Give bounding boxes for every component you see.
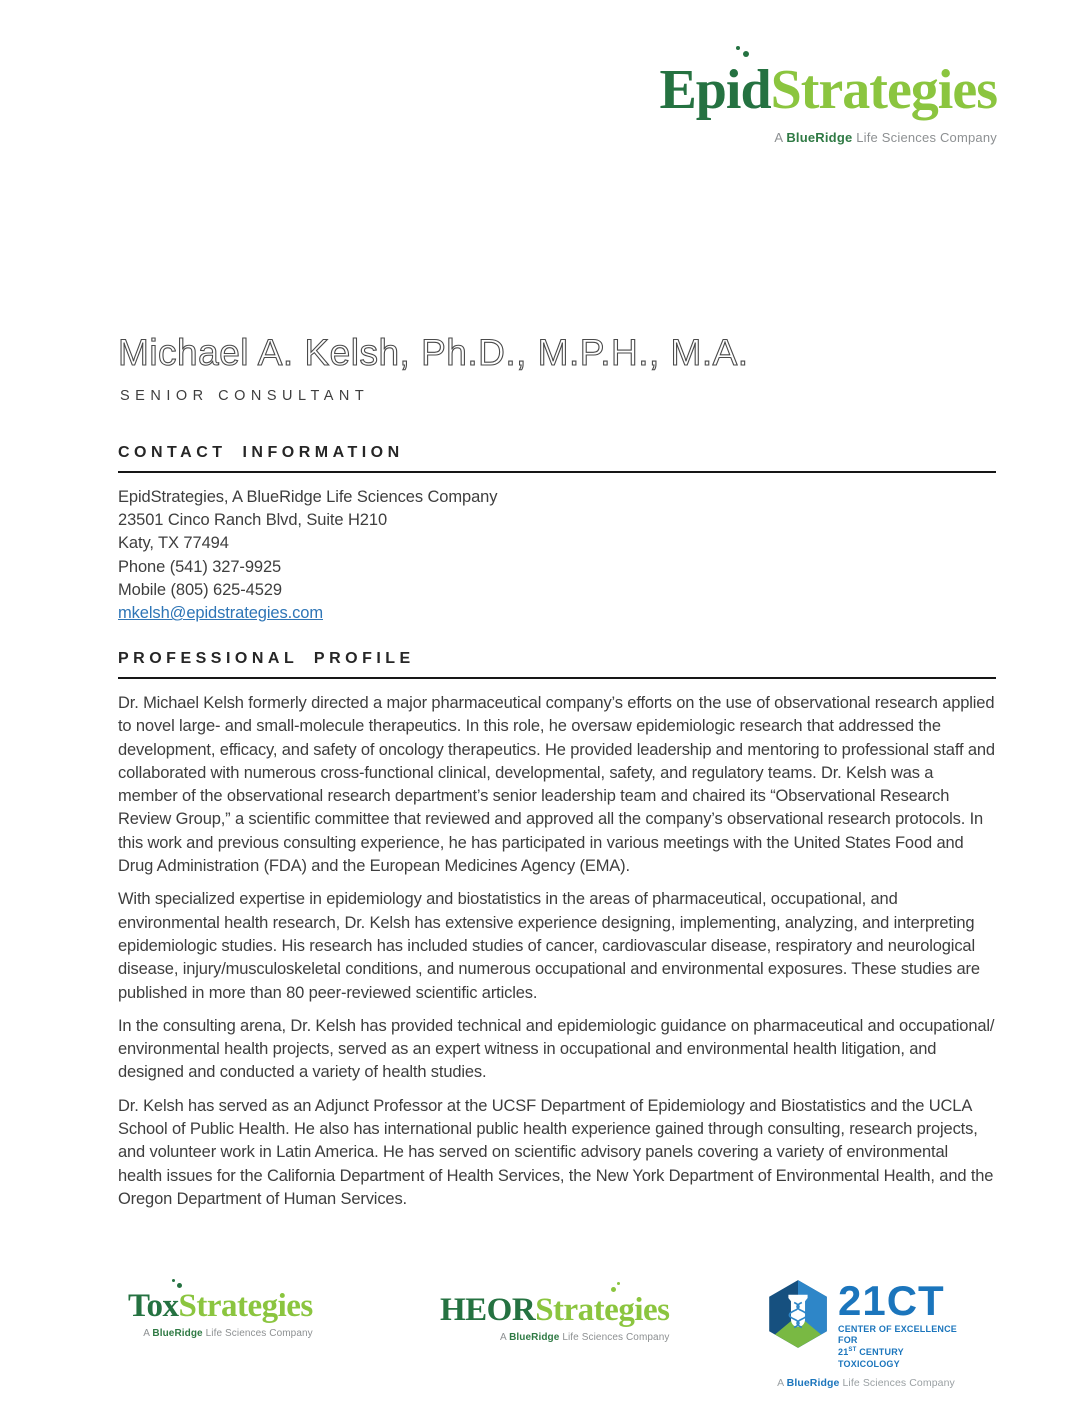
tagline-brand: BlueRidge [786, 1376, 840, 1389]
ct21-subtitle-rest: CENTURY TOXICOLOGY [838, 1347, 904, 1369]
contact-information-section [118, 444, 996, 625]
tagline-suffix: Life Sciences Company [839, 1376, 955, 1389]
email-link[interactable]: mkelsh@epidstrategies.com [118, 604, 323, 623]
contact-line-street: 23501 Cinco Ranch Blvd, Suite H210 [118, 511, 388, 530]
toxstrategies-logo [128, 1290, 313, 1339]
ct21-wordmark: 21CT [838, 1277, 945, 1324]
profile-paragraph: In the consulting arena, Dr. Kelsh has provided technical and epidemiologic guidance on pharmaceutical and occupational/ environmental health projects, served as an expert witness in occupational and environmental health litigation, and designed and conducted a variety of health studies. [118, 1016, 995, 1082]
toxstrategies-wordmark [128, 1290, 313, 1323]
ct21-subtitle-num: 21 [838, 1347, 849, 1358]
tagline-brand: BlueRidge [786, 130, 853, 145]
tagline-brand: BlueRidge [509, 1332, 560, 1343]
bubble-dots-icon [170, 1279, 186, 1291]
tagline-prefix: A [777, 1376, 787, 1389]
contact-line-mobile: Mobile (805) 625-4529 [118, 580, 282, 599]
tagline-prefix: A [774, 130, 787, 145]
brand-tagline [128, 1328, 313, 1339]
contact-line-city: Katy, TX 77494 [118, 534, 229, 553]
tagline-prefix: A [143, 1328, 153, 1339]
heorstrategies-logo [440, 1294, 669, 1343]
wordmark-secondary: Strategies [178, 1288, 313, 1324]
tagline-prefix: A [499, 1332, 510, 1343]
tagline-suffix: Life Sciences Company [852, 130, 997, 145]
brand-tagline [440, 1332, 669, 1343]
ct21-subtitle-sup: ST [848, 1347, 857, 1354]
wordmark-primary: Epid [659, 59, 771, 121]
ct21-subtitle-line1: CENTER OF EXCELLENCE FOR [838, 1323, 958, 1346]
profile-paragraph: Dr. Michael Kelsh formerly directed a major pharmaceutical company’s efforts on the use of observational research applied to novel large- and small-molecule therapeutics. In this role, he oversaw epidemiologic research that addressed the development, efficacy, and safety of oncology therapeutics. He provided leadership and mentoring to professional staff and collaborated with numerous cross-functional clinical, developmental, safety, and regulatory teams. Dr. Kelsh was a member of the observational research department’s senior leadership team and chaired its “Observational Research Review Group,” a scientific committee that reviewed and approved all the company’s observational research protocols. In this work and previous consulting experience, he has participated in various meetings with the United States Food and Drug Administration (FDA) and the European Medicines Agency (EMA). [118, 694, 995, 876]
tagline-brand: BlueRidge [152, 1328, 203, 1339]
hexagon-flask-dna-icon [766, 1278, 830, 1355]
wordmark-primary: HEOR [440, 1292, 536, 1328]
profile-paragraph: With specialized expertise in epidemiology and biostatistics in the areas of pharmaceutical, occupational, and environmental health research, Dr. Kelsh has extensive experience designing, implementing, analyzing, and interpreting epidemiologic studies. His research has included studies of cancer, cardiovascular disease, respiratory and neurological disease, injury/musculoskeletal conditions, and numerous occupational and environmental exposures. These studies are published in more than 80 peer-reviewed scientific articles. [118, 890, 980, 1002]
partner-logos-footer [118, 1272, 996, 1392]
bubble-dots-icon [608, 1282, 624, 1294]
role-subtitle: SENIOR CONSULTANT [120, 388, 370, 404]
wordmark-secondary: Strategies [535, 1292, 670, 1328]
epidstrategies-logo [659, 59, 997, 145]
contact-line-phone: Phone (541) 327-9925 [118, 557, 282, 576]
brand-tagline [659, 130, 997, 145]
tagline-suffix: Life Sciences Company [559, 1332, 670, 1343]
profile-paragraph: Dr. Kelsh has served as an Adjunct Professor at the UCSF Department of Epidemiology and Biostatistics and the UCLA School of Public Health. He also has international public health experience gained through consulting, research projects, and volunteer work in Latin America. He has served on scientific advisory panels covering a variety of environmental health issues for the California Department of Health Services, the New York Department of Environmental Health, and the Oregon Department of Human Services. [118, 1096, 994, 1208]
page-title: Michael A. Kelsh, Ph.D., M.P.H., M.A. [118, 332, 749, 373]
profile-section-heading: PROFESSIONAL PROFILE [118, 650, 996, 679]
epidstrategies-wordmark [659, 59, 997, 121]
bubble-dots-icon [733, 46, 753, 62]
ct21-logo [766, 1278, 966, 1389]
wordmark-primary: Tox [128, 1288, 179, 1324]
ct21-subtitle [838, 1324, 966, 1371]
heorstrategies-wordmark [440, 1294, 669, 1327]
brand-tagline [766, 1377, 966, 1389]
tagline-suffix: Life Sciences Company [202, 1328, 313, 1339]
contact-line-company: EpidStrategies, A BlueRidge Life Sciences Company [118, 488, 498, 506]
wordmark-secondary: Strategies [770, 59, 997, 121]
professional-profile-section [118, 650, 996, 1211]
contact-section-heading: CONTACT INFORMATION [118, 444, 996, 473]
